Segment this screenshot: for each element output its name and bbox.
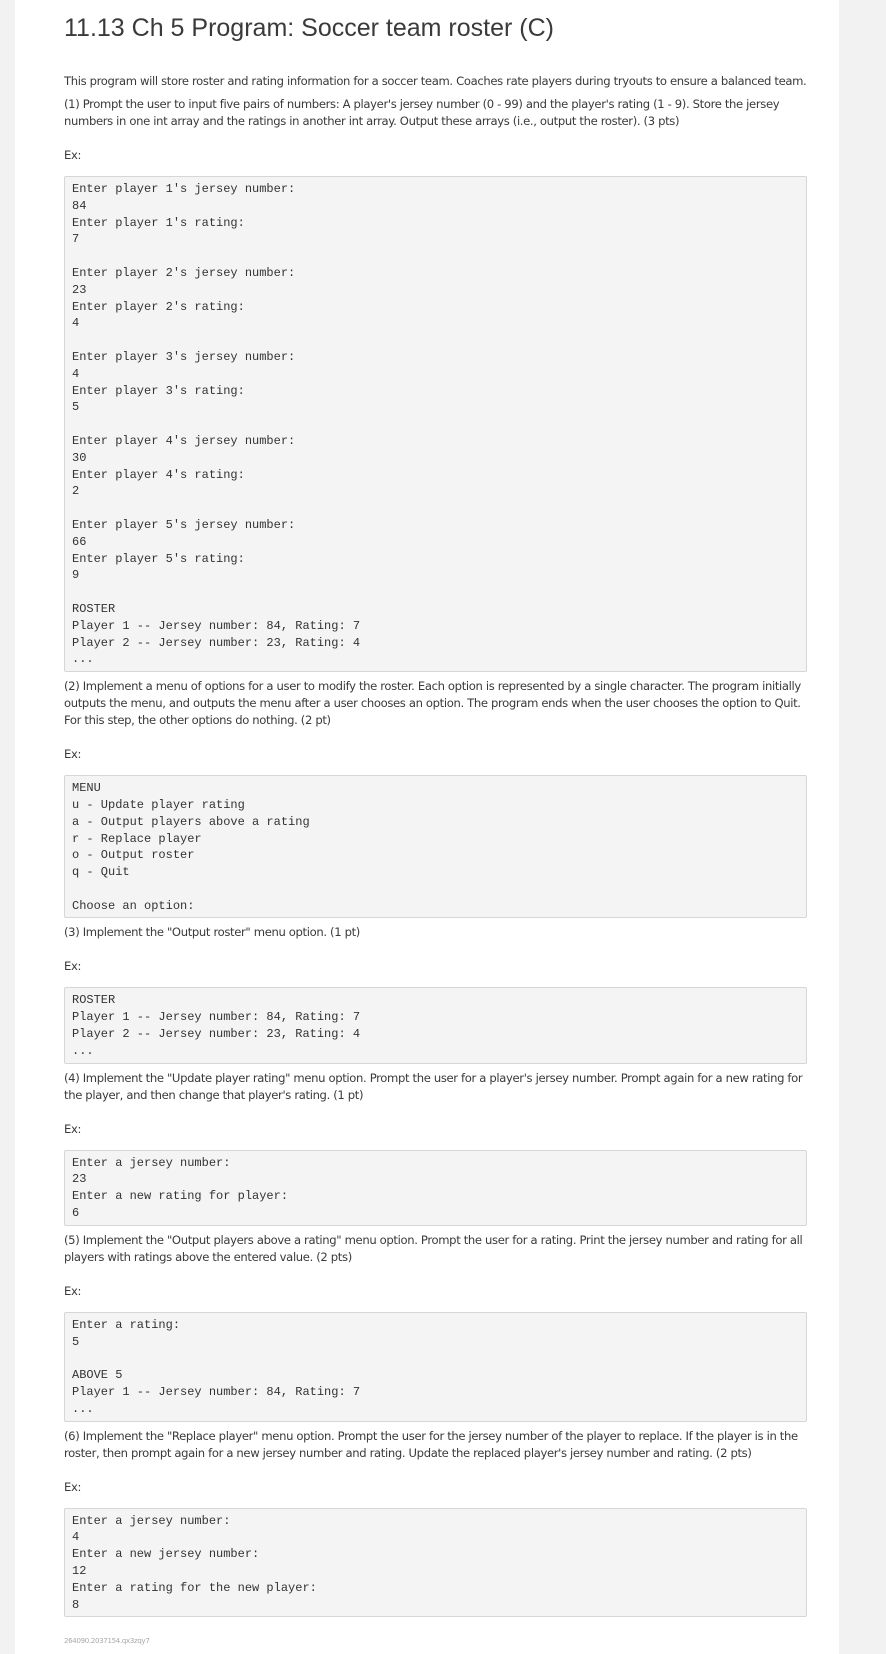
- example-label: Ex:: [64, 148, 82, 162]
- step-4-text: (4) Implement the "Update player rating" menu option. Prompt the user for a player's jersey number. Prompt again for a new rating for the player, and then change that player's rating. (1 pt): [64, 1070, 803, 1102]
- step-5-example-output: Enter a rating: 5 ABOVE 5 Player 1 -- Jersey number: 84, Rating: 7 ...: [64, 1312, 807, 1422]
- step-2-example-output: MENU u - Update player rating a - Output players above a rating r - Replace player o - Output roster q - Quit Choose an option:: [64, 775, 807, 918]
- page-title: 11.13 Ch 5 Program: Soccer team roster (C): [64, 14, 554, 42]
- step-1-text: (1) Prompt the user to input five pairs of numbers: A player's jersey number (0 - 99) and the player's rating (1 - 9). Store the jersey numbers in one int array and the ratings in another int array. Output these arrays (i.e., output the roster). (3 pts): [64, 97, 780, 128]
- footer-id: 264090.2037154.qx3zqy7: [64, 1637, 150, 1645]
- step-3-text: (3) Implement the "Output roster" menu option. (1 pt): [64, 925, 360, 940]
- step-3-example-output: ROSTER Player 1 -- Jersey number: 84, Rating: 7 Player 2 -- Jersey number: 23, Rating: 4 ...: [64, 987, 807, 1063]
- example-label: Ex:: [64, 747, 82, 762]
- step-1-example-output: Enter player 1's jersey number: 84 Enter player 1's rating: 7 Enter player 2's jersey number: 23 Enter player 2's rating: 4 Enter player 3's jersey number: 4 Enter player 3's rating: 5 Enter player 4's jersey number: 30 Enter player 4's rating: 2 Enter player 5's jersey number: 66 Enter player 5's rating: 9 ROSTER Player 1 -- Jersey number: 84, Rating: 7 Player 2 -- Jersey number: 23, Rating: 4 ...: [64, 176, 807, 672]
- step-5-text: (5) Implement the "Output players above a rating" menu option. Prompt the user for a rating. Print the jersey number and rating for all players with ratings above the entered value. (2 pts): [64, 1232, 803, 1264]
- step-6-example-output: Enter a jersey number: 4 Enter a new jersey number: 12 Enter a rating for the new player: 8: [64, 1508, 807, 1618]
- step-2-text: (2) Implement a menu of options for a user to modify the roster. Each option is represented by a single character. The program initially outputs the menu, and outputs the menu after a user chooses an option. The program ends when the user chooses the option to Quit. For this step, the other options do nothing. (2 pt): [64, 679, 801, 728]
- intro-text: This program will store roster and rating information for a soccer team. Coaches rate players during tryouts to ensure a balanced team.: [64, 74, 807, 88]
- lab-content: [64, 0, 807, 1623]
- example-label: Ex:: [64, 1121, 82, 1136]
- step-4-example-output: Enter a jersey number: 23 Enter a new rating for player: 6: [64, 1150, 807, 1226]
- example-label: Ex:: [64, 1283, 82, 1298]
- example-label: Ex:: [64, 1479, 82, 1494]
- step-6-text: (6) Implement the "Replace player" menu option. Prompt the user for the jersey number of the player to replace. If the player is in the roster, then prompt again for a new jersey number and rating. Update the replaced player's jersey number and rating. (2 pts): [64, 1428, 798, 1460]
- example-label: Ex:: [64, 959, 82, 974]
- page-panel: [15, 0, 839, 1654]
